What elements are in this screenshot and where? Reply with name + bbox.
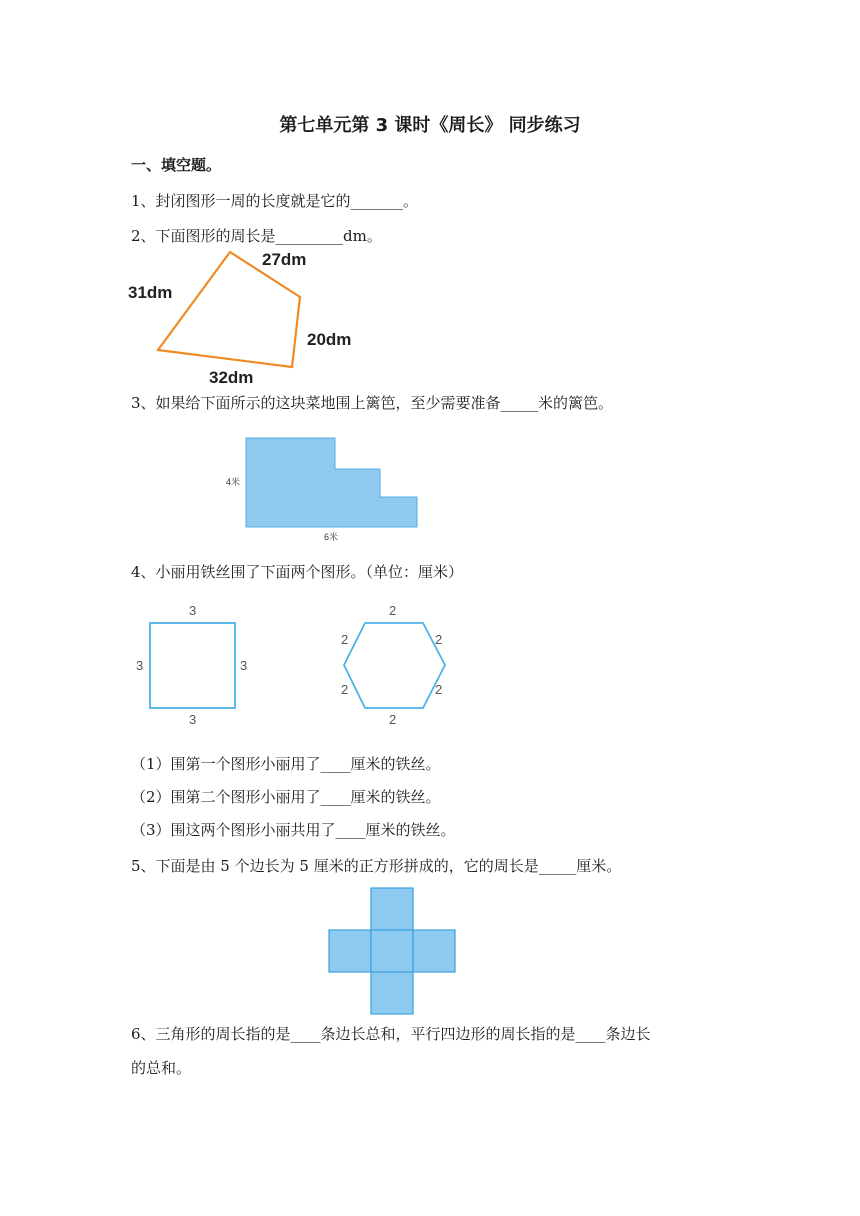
section-heading: 一、填空题。: [131, 156, 222, 174]
question-5: 5、下面是由 5 个边长为 5 厘米的正方形拼成的，它的周长是_____厘米。: [131, 857, 622, 875]
hexagon-shape: [344, 623, 445, 708]
label-width: 6米: [324, 532, 339, 542]
page-title: 第七单元第 3 课时《周长》 同步练习: [279, 115, 581, 136]
square-left-label: 3: [136, 658, 144, 673]
quadrilateral-shape: [158, 252, 300, 367]
question-6-line-2: 的总和。: [131, 1059, 192, 1077]
cross-square-top: [371, 888, 413, 930]
square-shape: [150, 623, 235, 708]
cross-square-right: [413, 930, 455, 972]
label-27dm: 27dm: [262, 250, 307, 269]
square-right-label: 3: [240, 658, 248, 673]
hex-lower-right-label: 2: [435, 682, 443, 697]
question-4-part-2: （2）围第二个图形小丽用了____厘米的铁丝。: [131, 788, 441, 806]
hex-bottom-label: 2: [389, 712, 397, 727]
label-height: 4米: [226, 477, 241, 487]
cross-square-center: [371, 930, 413, 972]
question-4: 4、小丽用铁丝围了下面两个图形。（单位：厘米）: [131, 563, 464, 581]
square-figure: [130, 600, 260, 730]
cross-figure: [328, 887, 458, 1017]
square-top-label: 3: [189, 603, 197, 618]
hex-top-label: 2: [389, 603, 397, 618]
question-3: 3、如果给下面所示的这块菜地围上篱笆，至少需要准备_____米的篱笆。: [131, 394, 614, 412]
cross-square-left: [329, 930, 371, 972]
question-2: 2、下面图形的周长是_________dm。: [131, 227, 382, 245]
square-bottom-label: 3: [189, 712, 197, 727]
question-4-part-1: （1）围第一个图形小丽用了____厘米的铁丝。: [131, 755, 441, 773]
vegetable-plot-figure: [222, 432, 432, 547]
hex-lower-left-label: 2: [341, 682, 349, 697]
hex-upper-left-label: 2: [341, 632, 349, 647]
label-31dm: 31dm: [128, 283, 173, 302]
question-4-part-3: （3）围这两个图形小丽共用了____厘米的铁丝。: [131, 821, 456, 839]
quadrilateral-figure: [120, 245, 370, 390]
cross-square-bottom: [371, 972, 413, 1014]
stepped-shape: [246, 438, 417, 527]
label-32dm: 32dm: [209, 368, 254, 387]
label-20dm: 20dm: [307, 330, 352, 349]
question-1: 1、封闭图形一周的长度就是它的_______。: [131, 192, 419, 210]
hexagon-figure: [335, 600, 455, 730]
question-6-line-1: 6、三角形的周长指的是____条边长总和，平行四边形的周长指的是____条边长: [131, 1025, 651, 1043]
hex-upper-right-label: 2: [435, 632, 443, 647]
